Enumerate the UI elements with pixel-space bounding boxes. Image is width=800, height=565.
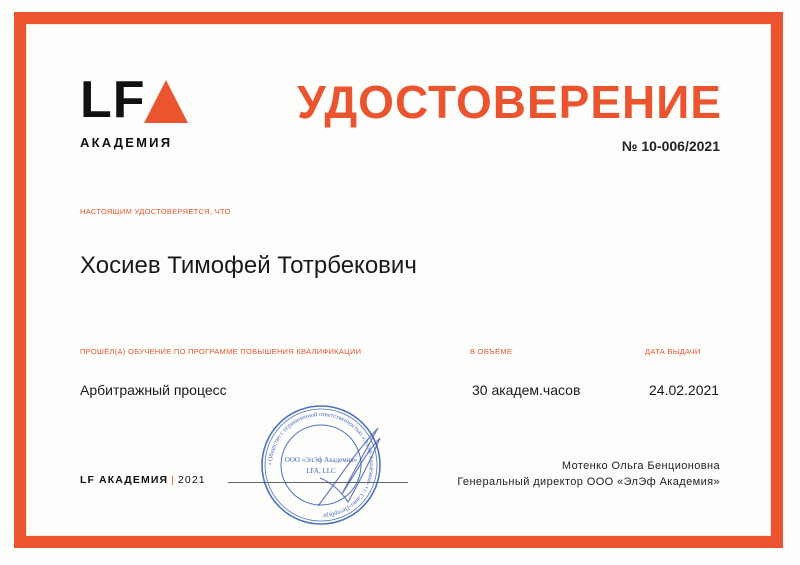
logo-subtitle: АКАДЕМИЯ [80, 135, 173, 150]
volume-label: В ОБЪЁМЕ [470, 347, 513, 356]
signatory-position: Генеральный директор ООО «ЭлЭф Академия» [457, 476, 720, 488]
certificate-number: № 10-006/2021 [621, 138, 720, 154]
lf-academy-logo [80, 71, 195, 158]
footer-year: 2021 [177, 474, 206, 486]
program-value: Арбитражный процесс [80, 382, 227, 398]
volume-value: 30 академ.часов [472, 382, 581, 398]
footer-separator: | [171, 474, 175, 486]
stamp-center-line2: LFA, LLC [306, 467, 336, 475]
issue-date-value: 24.02.2021 [649, 382, 720, 398]
certify-label: НАСТОЯЩИМ УДОСТОВЕРЯЕТСЯ, ЧТО [80, 207, 231, 216]
stamp-ring-text: • Общество с ограниченной ответственностью «ЭлЭф Академия» • г. Санкт-Петербург [266, 410, 376, 520]
program-label: ПРОШЁЛ(А) ОБУЧЕНИЕ ПО ПРОГРАММЕ ПОВЫШЕНИЯ КВАЛИФИКАЦИИ [80, 347, 362, 356]
company-stamp [258, 402, 384, 528]
stamp-center-line1: ООО «ЭлЭф Академия» [284, 456, 358, 464]
recipient-name: Хосиев Тимофей Тотрбекович [80, 252, 417, 279]
certificate-title: УДОСТОВЕРЕНИЕ [297, 76, 722, 128]
issue-date-label: ДАТА ВЫДАЧИ [645, 347, 701, 356]
logo-lf-text: LF [80, 71, 146, 129]
footer-brand-name: LF АКАДЕМИЯ [80, 474, 169, 486]
logo-triangle-icon [144, 80, 188, 123]
footer-brand [80, 474, 206, 486]
signatory-name: Мотенко Ольга Бенционовна [561, 460, 720, 472]
